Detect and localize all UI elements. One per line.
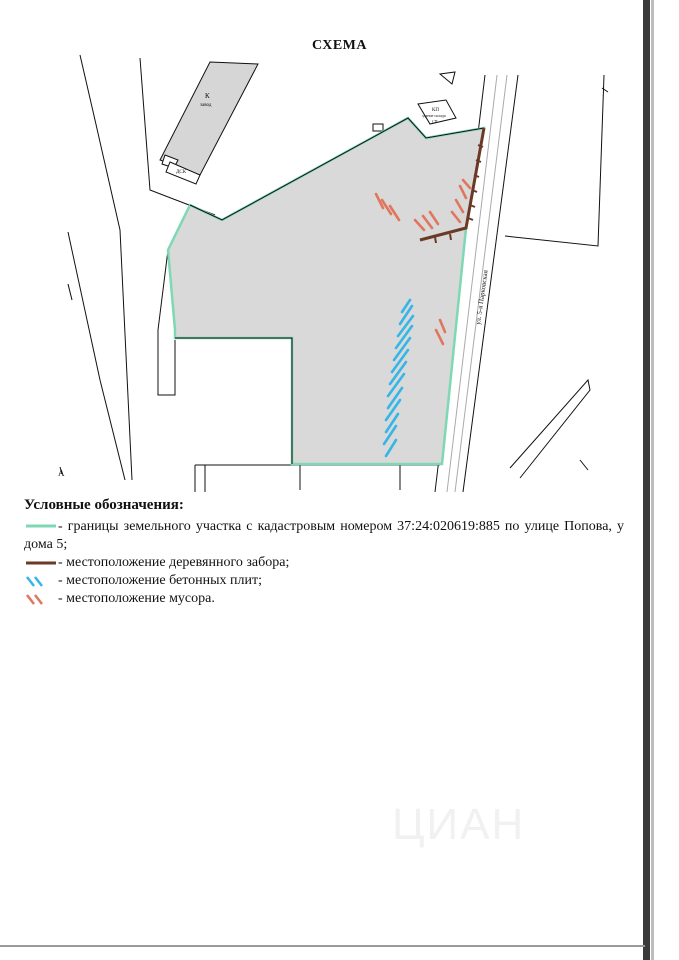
legend-item-boundary [24,518,624,554]
road-line [602,88,608,92]
fence-symbol [24,558,58,568]
watermark: ЦИАН [392,800,526,849]
fence-tick [435,237,436,243]
boundary-symbol [24,521,58,531]
building-label: К [205,92,210,100]
scheme-title: СХЕМА [311,38,368,53]
legend-title: Условные обозначения: [24,497,184,513]
garbage-symbol [24,592,58,606]
legend-text: - местоположение деревянного забора; [58,554,290,570]
legend-text: - местоположение мусора. [58,591,215,607]
small-structure [373,124,383,131]
building-label-sub: здание склада [422,113,446,118]
street-label: ул. 5-я Парковская [474,269,490,326]
building-outline [440,72,455,84]
scan-bottom-edge [0,945,645,947]
building-label-sub: завод [200,103,212,108]
legend-item-garbage [24,590,624,608]
road-line [510,380,590,478]
road-line [580,460,588,470]
road-line [505,75,604,246]
road-line [80,55,132,480]
building-label-sub: СП [432,119,438,124]
map-mark: А [58,468,65,478]
legend-text: - местоположение бетонных плит; [58,573,263,589]
legend-item-slabs [24,572,624,590]
fence-tick [450,234,451,240]
building-factory [160,62,258,184]
slabs-symbol [24,574,58,588]
building-outline [160,62,258,175]
building-warehouse [373,72,456,131]
parcel-inner-line [175,338,292,464]
road-line [68,232,125,480]
road-line [68,284,72,300]
building-label-small: ДСК [176,170,187,175]
legend-item-fence [24,554,624,572]
land-parcel [168,118,484,464]
legend-text: - границы земельного участка с кадастровым номером 37:24:020619:885 по улице Попова, у дома 5; [24,518,624,552]
map-legend [24,496,624,608]
building-label: КП [432,108,439,113]
